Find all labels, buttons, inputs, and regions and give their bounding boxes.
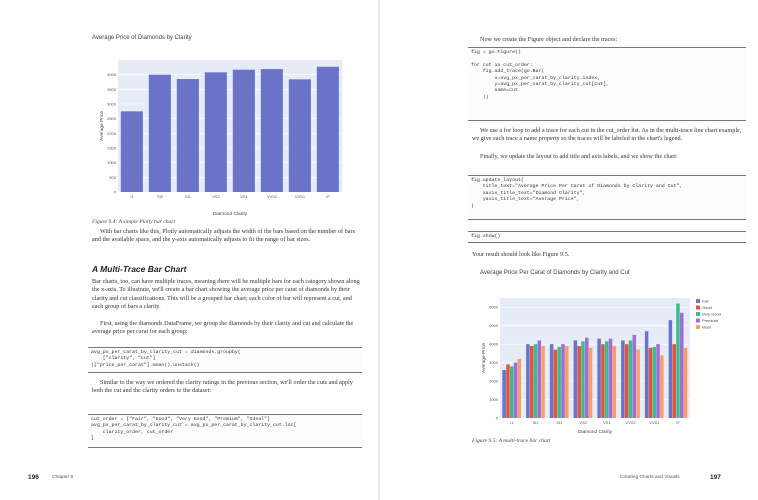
code-block-order [88, 414, 362, 448]
bar [589, 348, 593, 418]
chart-title-2: Average Price Per Carat of Diamonds by Clarity and Cut [480, 270, 630, 276]
bar [645, 331, 649, 418]
y-axis-title: Average Price [100, 110, 105, 142]
y-tick-label: 500 [109, 174, 116, 180]
section-heading: A Multi-Trace Bar Chart [92, 264, 187, 274]
bar [510, 366, 513, 418]
bar [660, 355, 664, 418]
bar [672, 344, 676, 418]
y-tick-label: 5000 [489, 323, 498, 329]
bar [541, 346, 545, 418]
page-number-right: 197 [710, 474, 721, 481]
code-block-traces [468, 47, 746, 121]
y-tick-label: 4000 [107, 72, 116, 78]
bar [205, 72, 227, 192]
bar [574, 340, 578, 418]
x-tick-label: SI2 [532, 420, 539, 425]
paragraph-create-figure: Now we create the Figure object and declare the traces: [480, 36, 618, 43]
x-tick-label: VVS1 [649, 420, 660, 425]
code-block-groupby [88, 347, 362, 373]
bar [502, 370, 506, 418]
bar [636, 350, 640, 418]
bar [550, 344, 554, 418]
left-page [0, 0, 378, 500]
code-order-text: cut_order = ["Fair", "Good", "Very Good", "Premium", "Ideal"] avg_px_per_carat_by_clarity_cut = avg_px_per_carat_by_clarity_cut.loc[ clarity_order, cut_order ] [91, 417, 297, 442]
y-axis-title: Average Price [482, 342, 487, 374]
y-tick-label: 3000 [107, 101, 116, 107]
bar [601, 344, 605, 418]
x-tick-label: IF [676, 420, 680, 425]
bar [526, 344, 530, 418]
page-number-left: 196 [28, 474, 39, 481]
bar [656, 344, 660, 418]
y-tick-label: 2500 [107, 116, 116, 122]
bar [652, 347, 656, 418]
bar [605, 341, 609, 418]
chart-title-1: Average Price of Diamonds by Clarity [92, 35, 192, 41]
legend-swatch [696, 319, 700, 323]
bar [676, 304, 680, 418]
code-layout-text: fig.update_layout( title_text="Average Price Per Carat of Diamonds by Clarity and Cut", xaxis_title_text="Diamond Clarity", yaxis_title_text="Average Price", ) [471, 178, 683, 209]
x-axis-title: Diamond Clarity [212, 212, 248, 217]
x-tick-label: SI1 [184, 194, 192, 199]
bar [149, 75, 171, 192]
legend-swatch [696, 325, 700, 329]
paragraph-bar-width: With bar charts like this, Plotly automatically adjusts the width of the bars based on the number of bars and the available space, and the y-axis automatically adjusts to fit the range of bar sizes. [92, 228, 355, 244]
footer-chapter: Chapter 9 [52, 475, 74, 480]
bar [629, 340, 633, 418]
y-tick-label: 0 [113, 189, 116, 195]
bar [669, 320, 673, 418]
legend-label: Ideal [702, 324, 711, 330]
y-tick-label: 3500 [107, 86, 116, 92]
code-groupby-text: avg_px_per_carat_by_clarity_cut = diamonds.groupby( ["clarity", "cut"] )["price_per_carat"].mean().unstack() [91, 350, 241, 368]
x-tick-label: VS2 [212, 194, 220, 199]
bar [233, 70, 255, 192]
paragraph-order: Similar to the way we ordered the clarity ratings in the previous section, we'll order the cuts and apply both the cut and the clarity orders to the dataset: [92, 379, 353, 395]
paragraph-for-loop: We use a for loop to add a trace for each cut in the cut_order list. As in the multi-trace line chart example, we give each trace a name property so the traces will be labeled in the chart's legend. [472, 127, 742, 143]
legend-label: Very Good [702, 311, 721, 317]
legend-label: Fair [702, 298, 709, 304]
bar [649, 348, 653, 418]
bar [506, 364, 510, 418]
bar [514, 363, 518, 418]
figure-caption-9-4: Figure 9.4: A simple Plotly bar chart [92, 219, 176, 225]
footer-chapter-title: Creating Charts and Visuals [620, 475, 680, 480]
x-tick-label: VVS2 [266, 194, 278, 199]
x-tick-label: VVS1 [294, 194, 306, 199]
legend-label: Premium [702, 318, 719, 323]
code-block-layout [468, 175, 746, 220]
y-tick-label: 1000 [107, 160, 116, 166]
x-tick-label: SI1 [556, 420, 563, 425]
y-tick-label: 6000 [489, 304, 498, 310]
y-tick-label: 2000 [489, 378, 498, 384]
bar [530, 346, 534, 418]
code-show-text: fig.show() [471, 234, 501, 239]
bar [554, 350, 558, 418]
x-tick-label: VS2 [579, 420, 587, 425]
bar [121, 111, 143, 192]
x-tick-label: VVS2 [625, 420, 636, 425]
bar [557, 347, 561, 418]
bar [680, 313, 684, 418]
x-tick-label: I1 [510, 420, 514, 425]
paragraph-groupby: First, using the diamonds DataFrame, we group the diamonds by their clarity and cut and calculate the average price per carat for each group: [92, 320, 354, 336]
bar [684, 348, 688, 418]
x-tick-label: VS1 [240, 194, 248, 199]
right-page [380, 0, 758, 500]
legend-label: Good [702, 305, 712, 310]
y-tick-label: 2000 [107, 130, 116, 136]
grouped-bar-chart-clarity-cut [466, 288, 748, 436]
bar [177, 79, 199, 192]
bar [581, 341, 585, 418]
bar [633, 335, 637, 418]
bar [609, 339, 613, 418]
y-tick-label: 1000 [489, 397, 498, 403]
bar [613, 346, 617, 418]
bar [577, 346, 581, 418]
bar [317, 67, 339, 192]
bar [534, 344, 538, 418]
y-tick-label: 3000 [489, 360, 498, 366]
bar [597, 339, 601, 418]
paragraph-result: Your result should look like Figure 9.5. [472, 251, 570, 258]
figure-caption-9-5: Figure 9.5: A multi-trace bar chart [472, 438, 551, 444]
bar [289, 79, 311, 192]
y-tick-label: 0 [495, 415, 498, 421]
paragraph-multi-trace: Bar charts, too, can have multiple traces, meaning there will be multiple bars for each category shown along the x-axis. To illustrate, we'll create a bar chart showing the average price per carat of diamonds by their clarity and cut classifications. This will be a grouped bar chart; each color of bar will represent a cut, and each group of bars a clarity. [92, 278, 360, 310]
legend-swatch [696, 299, 700, 303]
x-tick-label: I1 [130, 194, 134, 199]
x-axis-title: Diamond Clarity [577, 430, 613, 435]
code-traces-text: fig = go.Figure() for cut in cut_order: fig.add_trace(go.Bar( x=avg_px_per_carat_by_clarity.index, y=avg_px_per_carat_by_clarity_cut[cut], name=cut )) [471, 50, 609, 100]
x-tick-label: SI2 [156, 194, 164, 199]
bar [625, 344, 629, 418]
legend-swatch [696, 306, 700, 310]
bar [261, 69, 283, 192]
bar [565, 346, 569, 418]
bar [585, 338, 589, 418]
x-tick-label: IF [326, 194, 330, 199]
bar [561, 344, 565, 418]
code-block-show [468, 231, 746, 243]
paragraph-update-layout: Finally, we update the layout to add title and axis labels, and we show the chart: [480, 153, 678, 160]
bar [538, 340, 542, 418]
legend-swatch [696, 312, 700, 316]
bar [518, 359, 522, 418]
bar-chart-clarity [86, 52, 366, 218]
y-tick-label: 4000 [489, 341, 498, 347]
y-tick-label: 1500 [107, 145, 116, 151]
bar [621, 340, 625, 418]
x-tick-label: VS1 [603, 420, 611, 425]
